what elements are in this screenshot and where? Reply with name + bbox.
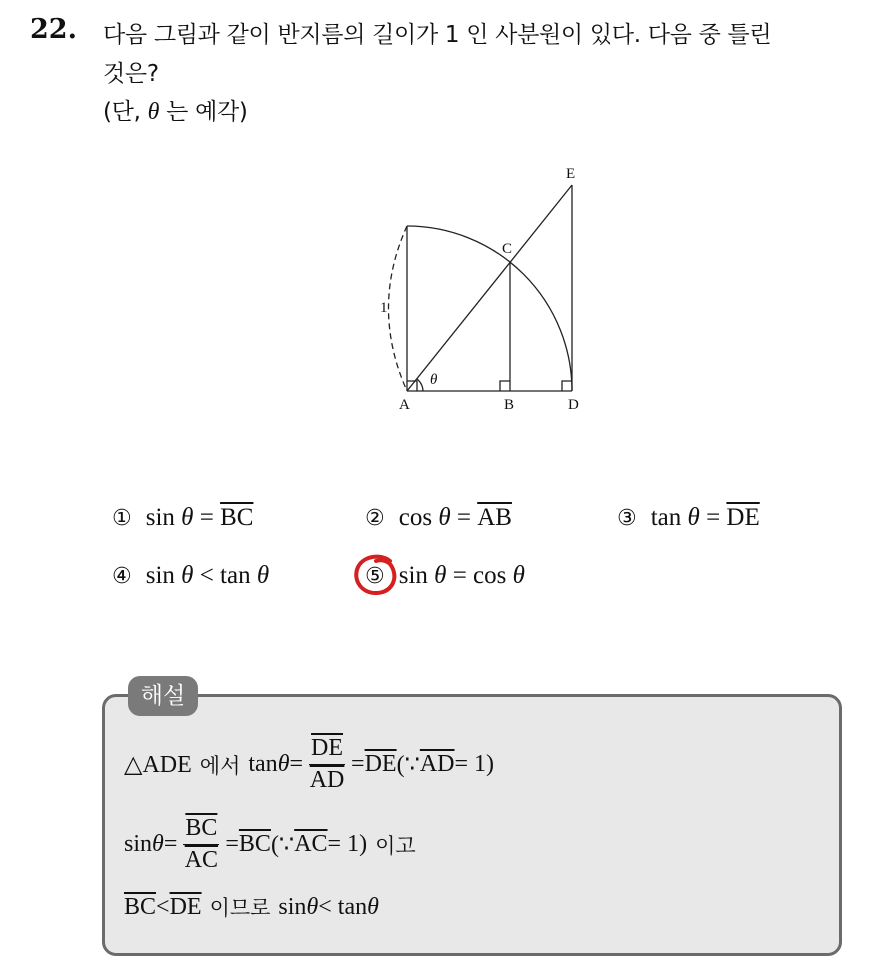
quarter-arc (407, 226, 572, 391)
choice-1[interactable] (112, 504, 253, 532)
quarter-circle-figure (360, 160, 620, 430)
fraction-BC-AC: $\frac{\overline{BC}}{AC}$ (184, 815, 219, 873)
choice-2-expression: $\cos \theta = \overline{AB}$ (398, 504, 512, 531)
choice-2-number: ② (365, 506, 385, 531)
right-angle-D (562, 381, 572, 391)
right-angle-B (500, 381, 510, 391)
choice-5-expression: sin θ = cos θ (398, 562, 525, 589)
solution-line-1: △ADE 에서 tan θ = $\frac{\overline{DE}}{AD}$ = $\overline{DE}$ (∵ $\overline{AD}$ = 1) (124, 735, 495, 793)
label-theta: θ (430, 372, 438, 388)
choice-4[interactable] (112, 562, 269, 590)
condition-theta: θ (147, 99, 160, 125)
label-E: E (566, 166, 576, 182)
question-number: 22. (30, 14, 77, 45)
choice-3-number: ③ (617, 506, 637, 531)
choice-1-expression: $\sin \theta = \overline{BC}$ (145, 504, 254, 531)
answer-circle-mark (352, 553, 402, 599)
question-line-3 (103, 93, 248, 126)
angle-theta-arc (417, 379, 423, 391)
question-line-1: 다음 그림과 같이 반지름의 길이가 1 인 사분원이 있다. 다음 중 틀린 (103, 22, 772, 48)
choice-3-expression: $\tan \theta = \overline{DE}$ (650, 504, 760, 531)
question-line-2: 것은? (103, 61, 159, 87)
fraction-DE-AD: $\frac{\overline{DE}}{AD}$ (309, 735, 345, 793)
choice-2[interactable] (365, 504, 512, 532)
condition-prefix: (단, (103, 99, 148, 125)
hypotenuse-AE (407, 185, 572, 391)
condition-suffix: 는 예각) (159, 99, 248, 125)
solution-line-3: $\overline{BC}$ < $\overline{DE}$ 이므로 sin θ < tan θ (124, 893, 379, 920)
label-B: B (504, 397, 515, 413)
solution-line-2: sin θ = $\frac{\overline{BC}}{AC}$ = $\overline{BC}$ (∵ $\overline{AC}$ = 1) 이고 (124, 815, 416, 873)
label-C: C (502, 241, 513, 257)
radius-dashed-arc (389, 226, 408, 391)
label-D: D (568, 397, 579, 413)
choice-3[interactable] (617, 504, 760, 532)
choice-5-number: ⑤ (365, 564, 385, 589)
choice-1-number: ① (112, 506, 132, 531)
label-one: 1 (380, 300, 388, 316)
solution-tag: 해설 (128, 676, 198, 716)
label-A: A (399, 397, 410, 413)
choice-4-expression: sin θ < tan θ (145, 562, 270, 589)
choice-4-number: ④ (112, 564, 132, 589)
